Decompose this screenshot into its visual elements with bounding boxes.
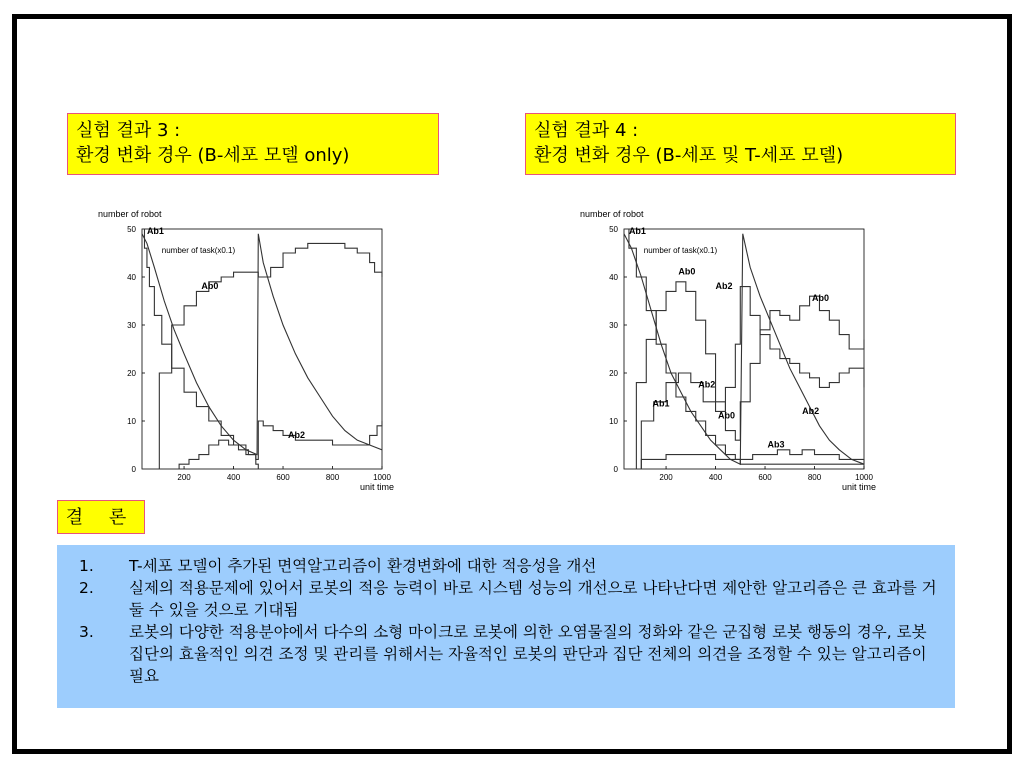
conclusion-label: 결 론	[57, 500, 145, 534]
note-item	[79, 577, 941, 621]
y-tick-label: 10	[127, 417, 136, 426]
y-tick-label: 50	[609, 225, 618, 234]
series-label-ab2: Ab2	[287, 429, 305, 440]
y-tick-label: 20	[127, 369, 136, 378]
note-number: 2.	[79, 579, 94, 597]
series-label-number-of-task-x0-1: number of task(x0.1)	[161, 246, 236, 255]
note-number: 1.	[79, 557, 94, 575]
series-label-ab0: Ab0	[201, 281, 219, 291]
experiment-4-title-line1: 실험 결과 4 :	[534, 120, 639, 141]
series-line-ab1	[142, 229, 382, 469]
x-tick-label: 1000	[373, 473, 391, 482]
y-tick-label: 0	[613, 465, 618, 474]
x-tick-label: 800	[325, 473, 340, 482]
note-text: 로봇의 다양한 적용분야에서 다수의 소형 마이크로 로봇에 의한 오염물질의 정화와 같은 군집형 로봇 행동의 경우, 로봇 집단의 효율적인 의견 조정 및 관리를 위해서는 자율적인 로봇의 판단과 집단 전체의 의견을 조정할 수 있는 알고리즘이 필요	[129, 623, 927, 685]
experiment-3-chart	[96, 193, 396, 493]
y-tick-label: 20	[609, 369, 618, 378]
x-tick-label: 200	[177, 473, 191, 482]
note-item	[79, 555, 941, 577]
y-tick-label: 30	[127, 321, 136, 330]
x-axis-title: unit time	[841, 482, 876, 492]
series-label-number-of-task-x0-1: number of task(x0.1)	[643, 246, 718, 255]
series-line-ab3	[624, 450, 864, 469]
x-axis-title: unit time	[359, 482, 394, 492]
x-tick-label: 600	[758, 473, 772, 482]
experiment-4-title-line2: 환경 변화 경우 (B-세포 및 T-세포 모델)	[534, 145, 844, 166]
note-text: T-세포 모델이 추가된 면역알고리즘이 환경변화에 대한 적응성을 개선	[129, 557, 597, 575]
series-label-ab2: Ab2	[698, 379, 716, 390]
conclusion-notes	[57, 545, 955, 708]
note-text: 실제의 적용문제에 있어서 로봇의 적응 능력이 바로 시스템 성능의 개선으로 나타난다면 제안한 알고리즘은 큰 효과를 거둘 수 있을 것으로 기대됨	[129, 579, 937, 619]
series-label-ab3: Ab3	[767, 439, 785, 450]
y-axis-title: number of robot	[98, 209, 162, 219]
series-line-ab0	[149, 243, 382, 469]
series-line-ab2	[624, 287, 864, 469]
series-label-ab0: Ab0	[718, 410, 736, 421]
x-tick-label: 400	[708, 473, 723, 482]
experiment-3-title-line2: 환경 변화 경우 (B-세포 모델 only)	[76, 145, 350, 166]
plot-frame	[142, 229, 382, 469]
y-tick-label: 40	[127, 273, 136, 282]
x-tick-label: 1000	[855, 473, 873, 482]
y-tick-label: 0	[131, 465, 136, 474]
y-tick-label: 40	[609, 273, 618, 282]
y-tick-label: 30	[609, 321, 618, 330]
y-tick-label: 10	[609, 417, 618, 426]
note-number: 3.	[79, 623, 94, 641]
x-tick-label: 200	[659, 473, 673, 482]
series-label-ab1: Ab1	[628, 225, 646, 236]
experiment-4-title	[525, 113, 956, 175]
experiment-3-title	[67, 113, 439, 175]
x-tick-label: 800	[807, 473, 822, 482]
series-line-ab0	[624, 282, 864, 469]
series-label-ab2: Ab2	[715, 281, 733, 291]
experiment-4-chart	[578, 193, 878, 493]
series-label-ab1: Ab1	[146, 225, 164, 236]
x-tick-label: 600	[276, 473, 290, 482]
x-tick-label: 400	[226, 473, 241, 482]
note-item	[79, 621, 941, 687]
series-line-ab2	[142, 421, 382, 469]
series-label-ab1: Ab1	[652, 398, 670, 409]
series-label-ab2: Ab2	[802, 405, 820, 416]
series-line-ab1	[624, 229, 864, 464]
series-label-ab0: Ab0	[678, 266, 696, 277]
y-tick-label: 50	[127, 225, 136, 234]
series-line-number-of-task-x0-1	[624, 234, 864, 464]
experiment-3-title-line1: 실험 결과 3 :	[76, 120, 181, 141]
plot-frame	[624, 229, 864, 469]
y-axis-title: number of robot	[580, 209, 644, 219]
series-label-ab0: Ab0	[812, 293, 830, 303]
